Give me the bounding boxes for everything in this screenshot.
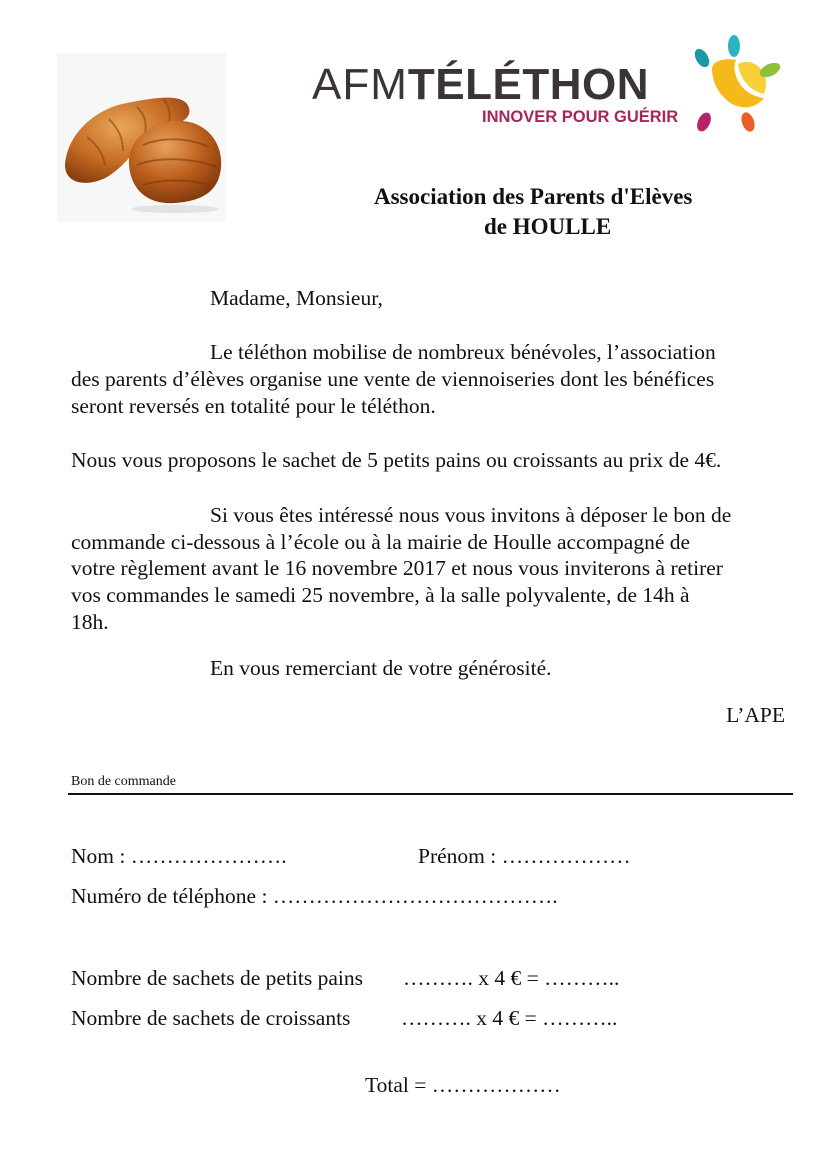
petits-pains-label: Nombre de sachets de petits pains (71, 966, 363, 990)
total-field[interactable]: Total = ……………… (365, 1073, 561, 1097)
croissants-label: Nombre de sachets de croissants (71, 1006, 351, 1030)
paragraph-3-line-3: votre règlement avant le 16 novembre 2017 et nous vous inviterons à retirer (71, 556, 723, 580)
paragraph-1-line-1: Le téléthon mobilise de nombreux bénévoles, l’association (210, 340, 716, 364)
nom-field[interactable]: Nom : …………………. (71, 844, 287, 868)
closing: En vous remerciant de votre générosité. (210, 656, 552, 680)
logo-brand-part1: AFM (312, 60, 408, 109)
signature: L’APE (726, 703, 785, 727)
croissants-quantity-field[interactable]: ………. x 4 € = ……….. (401, 1006, 618, 1030)
association-title: Association des Parents d'Elèves (374, 184, 693, 209)
petits-pains-quantity-field[interactable]: ………. x 4 € = ……….. (403, 966, 620, 990)
salutation: Madame, Monsieur, (210, 286, 383, 310)
logo-brand-part2: TÉLÉTHON (407, 60, 649, 109)
logo-tagline: INNOVER POUR GUÉRIR (482, 108, 679, 126)
paragraph-1-line-2: des parents d’élèves organise une vente de viennoiseries dont les bénéfices (71, 367, 715, 391)
section-label: Bon de commande (71, 774, 176, 789)
prenom-field[interactable]: Prénom : ……………… (418, 844, 631, 868)
paragraph-3-line-1: Si vous êtes intéressé nous vous invitons à déposer le bon de (210, 503, 732, 527)
croissant-photo (57, 53, 226, 222)
paragraph-3-line-2: commande ci-dessous à l’école ou à la mairie de Houlle accompagné de (71, 530, 691, 554)
telephone-field[interactable]: Numéro de téléphone : …………………………………. (71, 884, 558, 908)
paragraph-1-line-3: seront reversés en totalité pour le téléthon. (71, 394, 436, 418)
paragraph-3-line-5: 18h. (71, 610, 109, 634)
sun-logo-icon (690, 34, 782, 134)
paragraph-2: Nous vous proposons le sachet de 5 petits pains ou croissants au prix de 4€. (71, 448, 722, 472)
brand-logo-text (312, 62, 649, 108)
paragraph-3-line-4: vos commandes le samedi 25 novembre, à la salle polyvalente, de 14h à (71, 583, 690, 607)
section-divider (68, 793, 793, 795)
association-location: de HOULLE (484, 214, 612, 239)
